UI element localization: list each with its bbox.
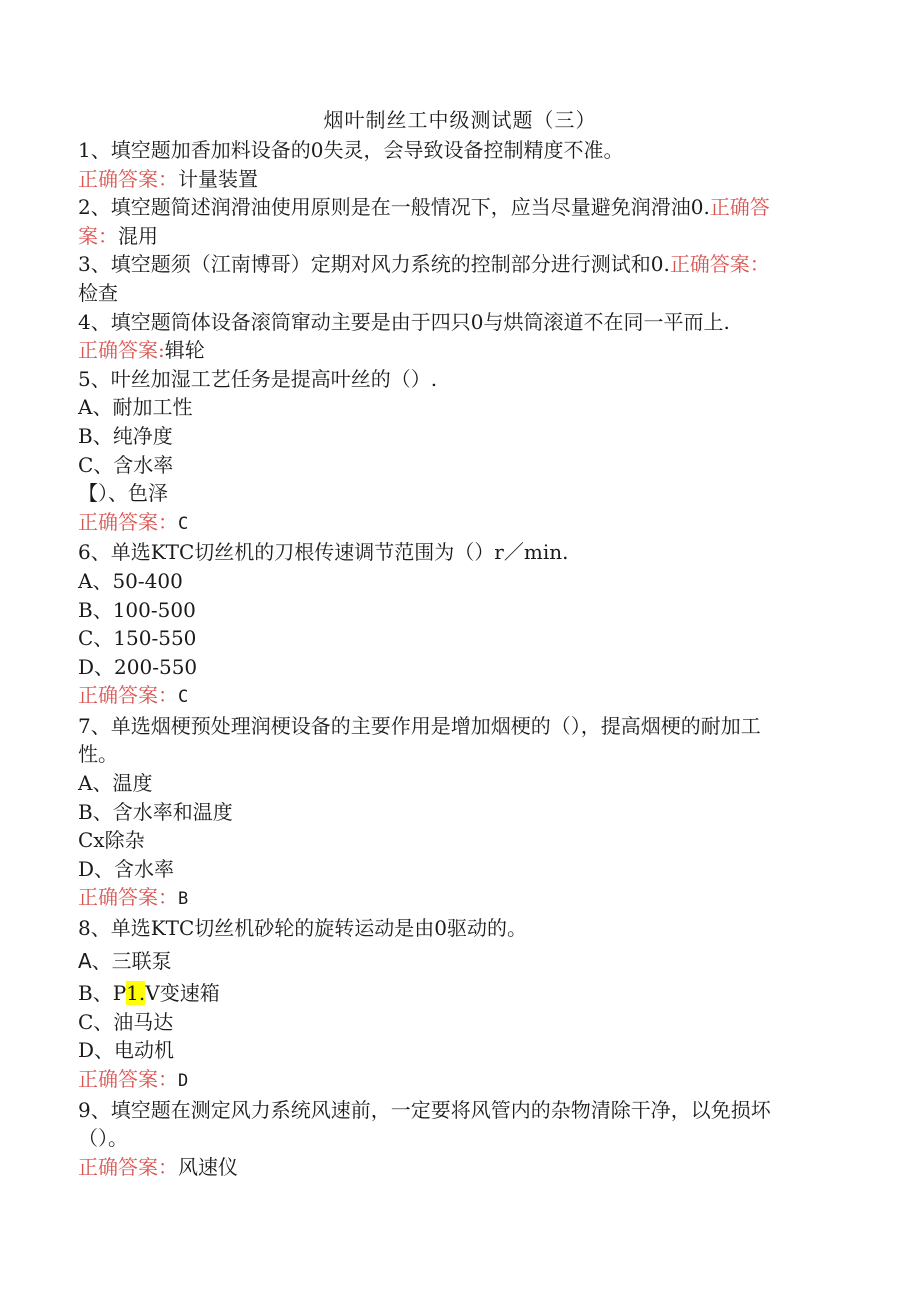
- question-7: 7、单选烟梗预处理润梗设备的主要作用是增加烟梗的（），提高烟梗的耐加工: [78, 713, 761, 738]
- answer-3: 检查: [78, 280, 118, 305]
- option-d: D、电动机: [78, 1038, 175, 1063]
- option-b-prefix: B、P: [78, 981, 127, 1006]
- option-c: C、油马达: [78, 1009, 174, 1034]
- document-title: 烟叶制丝工中级测试题（三）: [323, 108, 597, 132]
- answer-label: 正确答案:: [78, 338, 165, 363]
- answer-value: C: [178, 687, 189, 708]
- answer-9: [78, 1153, 838, 1182]
- answer-4: [78, 336, 838, 365]
- answer-8: [78, 1065, 838, 1096]
- question-8: 8、单选KTC切丝机砂轮的旋转运动是由0驱动的。: [78, 916, 528, 941]
- answer-value: D: [178, 1071, 189, 1091]
- option-b: B、纯净度: [78, 423, 173, 448]
- answer-6: [78, 681, 838, 712]
- option-c: Cx除杂: [78, 828, 145, 853]
- answer-label: 正确答案：: [78, 885, 178, 910]
- question-9-cont: （）。: [78, 1126, 128, 1151]
- option-a: A、耐加工性: [78, 395, 193, 420]
- question-3-text: 3、填空题须（江南博哥）定期对风力系统的控制部分进行测试和0.: [78, 252, 670, 277]
- option-a: A、三联泵: [78, 948, 172, 973]
- answer-value: 风速仪: [178, 1154, 238, 1179]
- answer-label: 正确答案：: [669, 252, 770, 277]
- answer-value: C: [178, 513, 189, 534]
- option-c: C、含水率: [78, 452, 174, 477]
- answer-label: 正确答案：: [78, 1067, 178, 1091]
- answer-value: 计量装置: [178, 166, 258, 191]
- answer-2: [78, 222, 838, 251]
- option-b: B、含水率和温度: [78, 799, 233, 824]
- option-d: 【）、色泽: [78, 481, 168, 506]
- answer-label: 正确答案：: [78, 683, 178, 708]
- question-7-cont: 性。: [78, 742, 118, 767]
- question-1: 1、填空题加香加料设备的0失灵，会导致设备控制精度不准。: [78, 138, 624, 162]
- question-4: 4、填空题筒体设备滚筒窜动主要是由于四只0与烘筒滚道不在同一平而上.: [78, 309, 730, 334]
- answer-label: 正确答: [709, 195, 770, 220]
- option-d: D、200-550: [78, 654, 198, 679]
- highlighted-text: 1.: [126, 981, 146, 1006]
- answer-value: 混用: [118, 223, 158, 248]
- question-list: [78, 136, 838, 1181]
- answer-5: [78, 508, 838, 539]
- option-c: C、150-550: [78, 626, 197, 651]
- answer-7: [78, 883, 838, 914]
- answer-value: B: [178, 889, 189, 910]
- question-9: 9、填空题在测定风力系统风速前，一定要将风管内的杂物清除干净，以免损坏: [78, 1097, 771, 1122]
- answer-1: [78, 165, 838, 194]
- answer-label: 正确答案：: [78, 509, 178, 534]
- question-2-text: 2、填空题简述润滑油使用原则是在一般情况下，应当尽量避免润滑油0.: [78, 195, 710, 220]
- question-6: 6、单选KTC切丝机的刀根传速调节范围为（）r／min.: [78, 540, 569, 565]
- answer-label: 案：: [78, 223, 118, 248]
- option-d: D、含水率: [78, 856, 175, 881]
- question-5: 5、叶丝加湿工艺任务是提高叶丝的（）.: [78, 366, 438, 391]
- option-a: A、50-400: [78, 568, 183, 593]
- answer-value: 辑轮: [164, 338, 205, 363]
- option-b: [78, 979, 838, 1008]
- option-b: B、100-500: [78, 597, 196, 622]
- answer-label: 正确答案：: [78, 166, 178, 191]
- question-3: [78, 250, 838, 279]
- answer-label: 正确答案：: [78, 1154, 178, 1179]
- option-a: A、温度: [78, 771, 153, 796]
- question-2: [78, 193, 838, 222]
- option-b-suffix: V变速箱: [145, 981, 220, 1006]
